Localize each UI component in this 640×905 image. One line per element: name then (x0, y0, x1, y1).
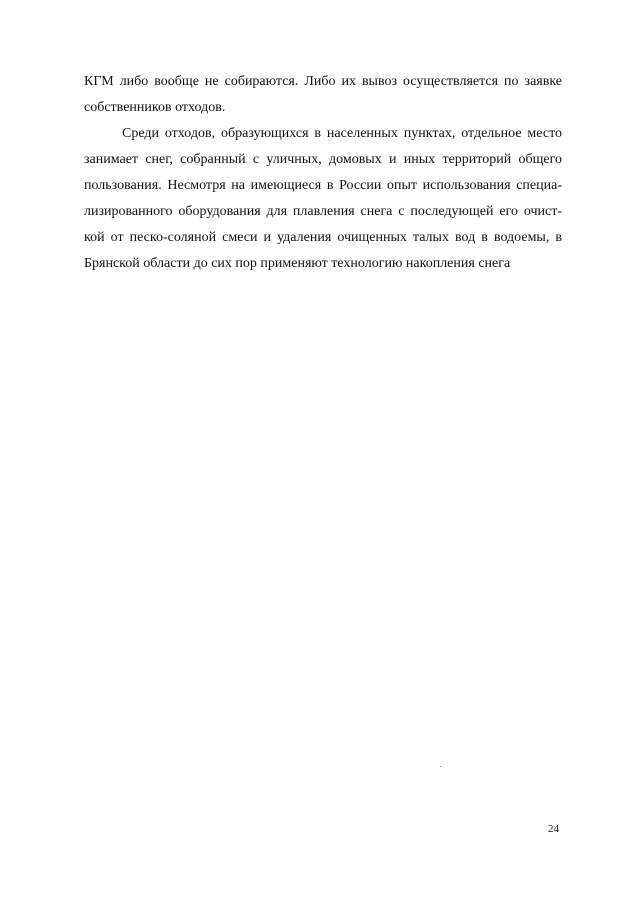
paragraph-2-line-1: Среди отходов, образующихся в населенных пунктах, отдельное место (122, 126, 562, 141)
body-text (84, 72, 562, 280)
paragraph-1-line-1: КГМ либо вообще не собираются. Либо их вывоз осуществляется по заявке (84, 74, 562, 89)
scan-speck (440, 766, 441, 767)
paragraph-2-line-4: лизированного оборудования для плавления снега с последующей его очист- (84, 204, 562, 219)
paragraph-2-line-2: занимает снег, собранный с уличных, домовых и иных территорий общего (84, 152, 562, 167)
paragraph-2-line-6: Брянской области до сих пор применяют технологию накопления снега (84, 256, 511, 271)
paragraph-2-line-5: кой от песко-соляной смеси и удаления очищенных талых вод в водоемы, в (84, 230, 562, 245)
paragraph-2-line-3: пользования. Несмотря на имеющиеся в России опыт использования специа- (84, 178, 562, 193)
paragraph-1-line-2: собственников отходов. (84, 100, 226, 115)
page-number: 24 (548, 823, 559, 835)
